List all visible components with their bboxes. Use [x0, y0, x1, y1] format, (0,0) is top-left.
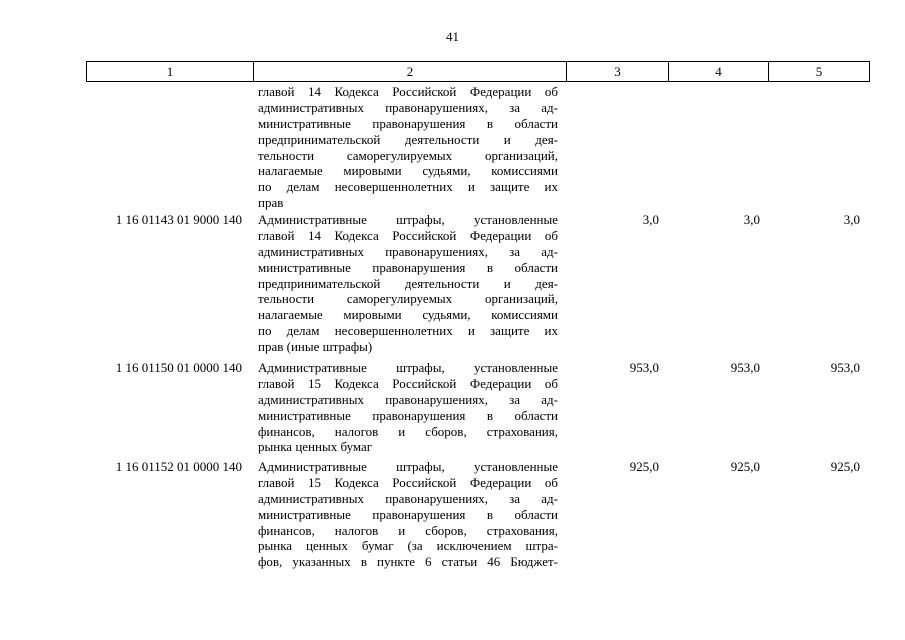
row-value-col5: 953,0 [830, 360, 860, 375]
row-code: 1 16 01152 01 0000 140 [115, 459, 242, 474]
row-value-col4: 925,0 [730, 459, 760, 474]
page-number: 41 [446, 29, 459, 44]
row-description [258, 360, 558, 455]
row-description [258, 212, 558, 355]
row-code: 1 16 01150 01 0000 140 [115, 360, 242, 375]
description-line: прав (иные штрафы) [258, 339, 373, 355]
header-row [87, 62, 870, 82]
description-line: главой 15 Кодекса Российской Федерации об [258, 474, 558, 490]
header-col-5: 5 [769, 62, 870, 82]
description-line: налагаемые мировыми судьями, комиссиями [258, 163, 558, 179]
description-line: предпринимательской деятельности и дея- [258, 131, 558, 147]
description-line: фов, указанных в пункте 6 статьи 46 Бюджет- [258, 554, 558, 570]
table-header [86, 61, 870, 82]
description-line: прав [258, 195, 284, 211]
row-value-col5: 925,0 [830, 459, 860, 474]
header-col-2: 2 [254, 62, 567, 82]
description-line: министративные правонарушения в области [258, 407, 558, 423]
description-line: административных правонарушениях, за ад- [258, 490, 558, 506]
description-line: министративные правонарушения в области [258, 115, 558, 131]
description-line: главой 14 Кодекса Российской Федерации об [258, 227, 558, 243]
description-line: налагаемые мировыми судьями, комиссиями [258, 307, 558, 323]
description-line: министративные правонарушения в области [258, 506, 558, 522]
header-col-1: 1 [87, 62, 254, 82]
header-col-3: 3 [567, 62, 669, 82]
description-line: главой 14 Кодекса Российской Федерации об [258, 84, 558, 99]
description-line: главой 15 Кодекса Российской Федерации об [258, 375, 558, 391]
header-col-4: 4 [669, 62, 769, 82]
row-value-col3: 3,0 [642, 212, 659, 227]
description-line: рынка ценных бумаг (за исключением штра- [258, 538, 558, 554]
description-line: административных правонарушениях, за ад- [258, 243, 558, 259]
row-value-col4: 3,0 [743, 212, 760, 227]
description-line: тельности саморегулируемых организаций, [258, 147, 558, 163]
description-line: по делам несовершеннолетних и защите их [258, 179, 558, 195]
row-value-col3: 953,0 [629, 360, 659, 375]
description-line: по делам несовершеннолетних и защите их [258, 323, 558, 339]
description-line: финансов, налогов и сборов, страхования, [258, 423, 558, 439]
row-description [258, 84, 558, 211]
description-line: предпринимательской деятельности и дея- [258, 275, 558, 291]
description-line: Административные штрафы, установленные [258, 459, 558, 474]
row-code: 1 16 01143 01 9000 140 [115, 212, 242, 227]
description-line: административных правонарушениях, за ад- [258, 391, 558, 407]
row-value-col3: 925,0 [629, 459, 659, 474]
description-line: финансов, налогов и сборов, страхования, [258, 522, 558, 538]
description-line: тельности саморегулируемых организаций, [258, 291, 558, 307]
row-value-col5: 3,0 [843, 212, 860, 227]
description-line: Административные штрафы, установленные [258, 360, 558, 375]
description-line: рынка ценных бумаг [258, 439, 373, 455]
row-description [258, 459, 558, 570]
description-line: Административные штрафы, установленные [258, 212, 558, 227]
description-line: министративные правонарушения в области [258, 259, 558, 275]
row-value-col4: 953,0 [730, 360, 760, 375]
description-line: административных правонарушениях, за ад- [258, 99, 558, 115]
